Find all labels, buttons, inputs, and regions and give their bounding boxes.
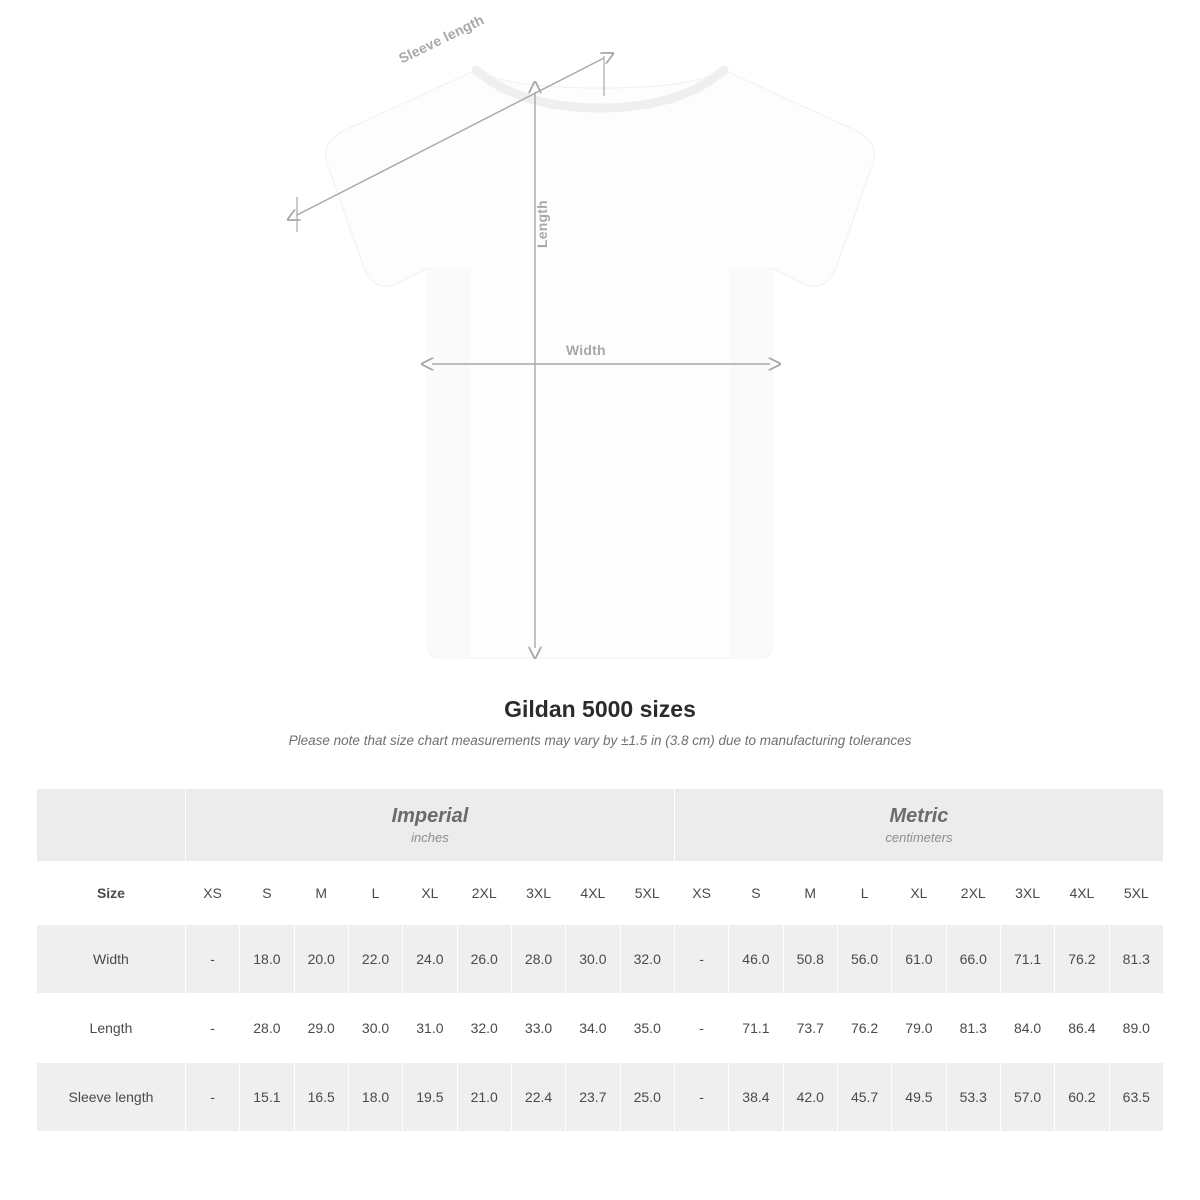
cell-sleeve-imperial-l: 18.0 — [348, 1063, 402, 1132]
cell-sleeve-imperial-xs: - — [185, 1063, 239, 1132]
cell-length-imperial-l: 30.0 — [348, 994, 402, 1063]
cell-sleeve-imperial-3xl: 22.4 — [511, 1063, 565, 1132]
cell-width-metric-5xl: 81.3 — [1109, 925, 1163, 994]
cell-length-metric-s: 71.1 — [729, 994, 783, 1063]
size-table-container — [36, 788, 1164, 1132]
unit-sub-metric: centimeters — [885, 830, 953, 845]
cell-length-metric-xl: 79.0 — [892, 994, 946, 1063]
cell-width-imperial-m: 20.0 — [294, 925, 348, 994]
unit-header-imperial — [185, 789, 674, 862]
cell-width-metric-4xl: 76.2 — [1055, 925, 1109, 994]
cell-width-imperial-2xl: 26.0 — [457, 925, 511, 994]
cell-width-imperial-4xl: 30.0 — [566, 925, 620, 994]
size-header-imperial-m: M — [294, 862, 348, 925]
table-corner-cell — [37, 789, 186, 862]
cell-width-metric-3xl: 71.1 — [1000, 925, 1054, 994]
table-row — [37, 1063, 1164, 1132]
size-table — [36, 788, 1164, 1132]
size-header-imperial-xs: XS — [185, 862, 239, 925]
cell-length-imperial-4xl: 34.0 — [566, 994, 620, 1063]
size-header-metric-m: M — [783, 862, 837, 925]
cell-sleeve-imperial-m: 16.5 — [294, 1063, 348, 1132]
size-header-row — [37, 862, 1164, 925]
cell-sleeve-imperial-xl: 19.5 — [403, 1063, 457, 1132]
cell-width-metric-l: 56.0 — [837, 925, 891, 994]
table-row — [37, 925, 1164, 994]
table-row — [37, 994, 1164, 1063]
cell-length-metric-3xl: 84.0 — [1000, 994, 1054, 1063]
cell-width-metric-s: 46.0 — [729, 925, 783, 994]
cell-width-imperial-xs: - — [185, 925, 239, 994]
cell-length-metric-l: 76.2 — [837, 994, 891, 1063]
cell-sleeve-metric-5xl: 63.5 — [1109, 1063, 1163, 1132]
sleeve-length-label: Sleeve length — [396, 11, 487, 67]
cell-sleeve-metric-l: 45.7 — [837, 1063, 891, 1132]
size-header-metric-xs: XS — [674, 862, 728, 925]
size-header-imperial-s: S — [240, 862, 294, 925]
size-header-metric-5xl: 5XL — [1109, 862, 1163, 925]
row-label-length: Length — [37, 994, 186, 1063]
width-label: Width — [566, 342, 606, 358]
size-header-metric-2xl: 2XL — [946, 862, 1000, 925]
tolerance-note: Please note that size chart measurements may vary by ±1.5 in (3.8 cm) due to manufacturing tolerances — [288, 733, 912, 748]
cell-sleeve-imperial-2xl: 21.0 — [457, 1063, 511, 1132]
unit-sub-imperial: inches — [411, 830, 449, 845]
cell-length-metric-5xl: 89.0 — [1109, 994, 1163, 1063]
cell-length-metric-m: 73.7 — [783, 994, 837, 1063]
unit-name-imperial: Imperial — [391, 805, 469, 827]
size-header-imperial-4xl: 4XL — [566, 862, 620, 925]
cell-sleeve-metric-m: 42.0 — [783, 1063, 837, 1132]
cell-width-metric-2xl: 66.0 — [946, 925, 1000, 994]
cell-sleeve-imperial-5xl: 25.0 — [620, 1063, 674, 1132]
cell-width-imperial-xl: 24.0 — [403, 925, 457, 994]
cell-sleeve-metric-3xl: 57.0 — [1000, 1063, 1054, 1132]
cell-length-imperial-3xl: 33.0 — [511, 994, 565, 1063]
cell-width-imperial-3xl: 28.0 — [511, 925, 565, 994]
cell-length-metric-2xl: 81.3 — [946, 994, 1000, 1063]
cell-sleeve-metric-4xl: 60.2 — [1055, 1063, 1109, 1132]
size-header-metric-l: L — [837, 862, 891, 925]
cell-length-metric-4xl: 86.4 — [1055, 994, 1109, 1063]
cell-length-imperial-xs: - — [185, 994, 239, 1063]
cell-length-imperial-5xl: 35.0 — [620, 994, 674, 1063]
cell-length-imperial-m: 29.0 — [294, 994, 348, 1063]
title-block — [0, 696, 1200, 748]
unit-header-row — [37, 789, 1164, 862]
size-header-metric-xl: XL — [892, 862, 946, 925]
cell-sleeve-metric-xs: - — [674, 1063, 728, 1132]
size-header-imperial-5xl: 5XL — [620, 862, 674, 925]
size-header-metric-s: S — [729, 862, 783, 925]
cell-length-metric-xs: - — [674, 994, 728, 1063]
cell-sleeve-metric-xl: 49.5 — [892, 1063, 946, 1132]
size-header-metric-4xl: 4XL — [1055, 862, 1109, 925]
cell-length-imperial-xl: 31.0 — [403, 994, 457, 1063]
cell-width-imperial-s: 18.0 — [240, 925, 294, 994]
size-header-metric-3xl: 3XL — [1000, 862, 1054, 925]
cell-length-imperial-2xl: 32.0 — [457, 994, 511, 1063]
cell-width-imperial-5xl: 32.0 — [620, 925, 674, 994]
cell-sleeve-metric-2xl: 53.3 — [946, 1063, 1000, 1132]
cell-width-metric-m: 50.8 — [783, 925, 837, 994]
cell-sleeve-metric-s: 38.4 — [729, 1063, 783, 1132]
size-header-imperial-l: L — [348, 862, 402, 925]
row-label-width: Width — [37, 925, 186, 994]
cell-width-imperial-l: 22.0 — [348, 925, 402, 994]
size-header-label: Size — [37, 862, 186, 925]
size-header-imperial-3xl: 3XL — [511, 862, 565, 925]
page-title: Gildan 5000 sizes — [504, 696, 696, 722]
unit-name-metric: Metric — [889, 805, 949, 827]
unit-header-metric — [674, 789, 1163, 862]
cell-width-metric-xl: 61.0 — [892, 925, 946, 994]
cell-width-metric-xs: - — [674, 925, 728, 994]
row-label-sleeve-length: Sleeve length — [37, 1063, 186, 1132]
size-header-imperial-xl: XL — [403, 862, 457, 925]
size-header-imperial-2xl: 2XL — [457, 862, 511, 925]
cell-length-imperial-s: 28.0 — [240, 994, 294, 1063]
length-label: Length — [534, 200, 550, 248]
cell-sleeve-imperial-4xl: 23.7 — [566, 1063, 620, 1132]
cell-sleeve-imperial-s: 15.1 — [240, 1063, 294, 1132]
